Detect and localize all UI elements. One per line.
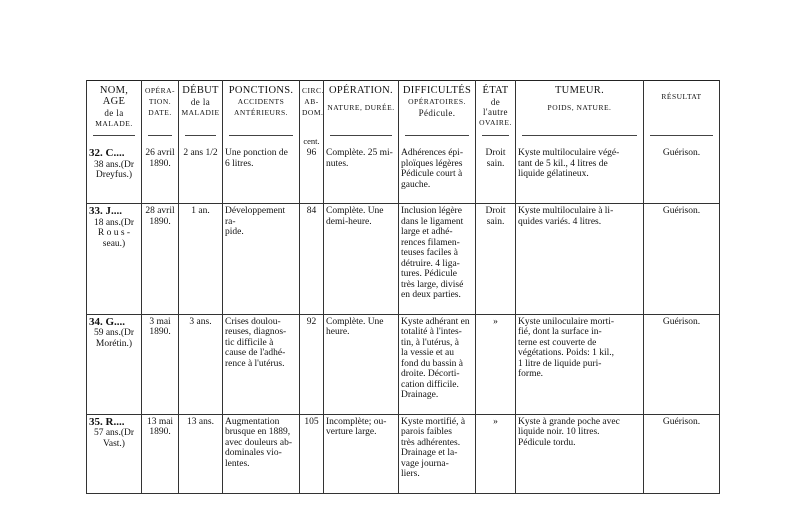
patient-initial: R.... <box>102 415 125 428</box>
cell-tumor <box>516 204 644 304</box>
cell-line: Crises doulou- <box>225 316 281 327</box>
cell-line: la vessie et au <box>401 348 455 358</box>
cell-line: liquide gélatineux. <box>518 169 589 179</box>
cell-circ <box>300 314 324 404</box>
cell-line: 2 ans 1/2 <box>183 148 218 158</box>
cell-line: R o u s - <box>97 228 131 238</box>
cell-line: 1890. <box>149 216 171 227</box>
row-separator <box>87 483 720 494</box>
cell-circ <box>300 204 324 304</box>
cell-onset <box>179 204 223 304</box>
cell-date <box>142 314 179 404</box>
cell-line: 28 avril <box>145 206 175 216</box>
cell-line: brusque en 1889, <box>225 427 291 437</box>
cell-difficulties <box>399 414 476 483</box>
row-separator <box>87 193 720 204</box>
header-rule-row <box>87 135 720 146</box>
row-separator <box>87 304 720 315</box>
cell-line: Kyste mortifié, à <box>401 416 466 427</box>
cell-line: cause de l'adhé- <box>225 348 286 358</box>
cell-line: Adhérences épi- <box>401 148 463 158</box>
cell-line: 13 ans. <box>187 416 214 427</box>
cell-line: Droit <box>485 206 506 216</box>
cell-line: en deux parties. <box>401 290 461 300</box>
cell-line: 1 an. <box>191 206 210 216</box>
header-operation: OPÉRATION. NATURE, DURÉE. <box>324 81 399 136</box>
header-circ: CIRC. AB- DOM. <box>300 81 324 136</box>
cell-line: Développement ra- <box>225 206 286 227</box>
cell-line: 1890. <box>149 158 171 169</box>
cell-state <box>476 204 516 304</box>
cell-line: totalité à l'intes- <box>401 327 462 337</box>
cell-line: teuses faciles à <box>401 248 458 258</box>
cell-line: Complète. 25 mi- <box>326 148 393 158</box>
cell-line: dans le ligament <box>401 216 464 227</box>
cell-line: Pédicule tordu. <box>518 437 576 448</box>
cell-line: très adhérentes. <box>401 437 461 448</box>
case-number: 35. <box>89 415 103 428</box>
cell-punctures <box>223 146 300 193</box>
cell-operation <box>324 414 399 483</box>
cell-line: Incomplète; ou- <box>326 416 387 427</box>
cell-name <box>87 414 142 483</box>
cell-line: Kyste adhérant en <box>401 316 470 327</box>
cell-circ <box>300 414 324 483</box>
cell-line: Kyste à grande poche avec <box>518 416 620 427</box>
cell-operation <box>324 314 399 404</box>
cell-operation <box>324 204 399 304</box>
cell-line: Guérison. <box>662 316 701 327</box>
cell-line: liers. <box>401 469 420 479</box>
cell-result <box>644 204 720 304</box>
case-row <box>87 146 720 193</box>
cell-line: sain. <box>486 158 505 169</box>
cell-line: quides variés. 4 litres. <box>518 216 602 227</box>
cell-line: » <box>493 416 498 427</box>
cell-line: sain. <box>486 216 505 227</box>
cell-line: nutes. <box>326 158 349 169</box>
case-register-table <box>86 80 720 494</box>
cell-line: 84 <box>306 206 317 216</box>
cell-difficulties <box>399 314 476 404</box>
patient-initial: C.... <box>102 147 125 159</box>
header-name: NOM, AGE de la MALADE. <box>87 81 142 136</box>
cell-line: détruire. 4 liga- <box>401 258 460 269</box>
cell-line: reuses, diagnos- <box>225 327 287 337</box>
patient-initial: G.... <box>102 315 126 328</box>
cell-difficulties <box>399 204 476 304</box>
cell-line: 26 avril <box>145 148 175 158</box>
cell-state <box>476 146 516 193</box>
cell-line: dominales vio- <box>225 448 282 458</box>
cell-punctures <box>223 314 300 404</box>
case-row <box>87 314 720 404</box>
header-operation-date: OPÉRA- TION. DATE. <box>142 81 179 136</box>
cell-line: Drainage. <box>401 390 439 400</box>
name-line <box>89 317 139 329</box>
cell-difficulties <box>399 146 476 193</box>
cell-line: droite. Décorti- <box>401 369 460 379</box>
header-tumor: TUMEUR. POIDS, NATURE. <box>516 81 644 136</box>
cell-line: Complète. Une <box>326 206 384 216</box>
header-state: ÉTAT de l'autre OVAIRE. <box>476 81 516 136</box>
cell-line: 96 <box>306 148 317 158</box>
cell-line: rence à l'utérus. <box>225 358 285 369</box>
cell-result <box>644 414 720 483</box>
cell-line: rences filamen- <box>401 237 460 248</box>
cell-line: 38 ans.(Dr <box>93 159 135 170</box>
cell-line: lentes. <box>225 458 250 469</box>
case-body <box>87 146 720 493</box>
cell-line: tic difficile à <box>225 337 274 348</box>
cell-line: végétations. Poids: 1 kil., <box>518 348 615 358</box>
cell-operation <box>324 146 399 193</box>
cell-line: tin, à l'utérus, à <box>401 337 459 348</box>
case-row <box>87 204 720 304</box>
cell-result <box>644 314 720 404</box>
cell-line: » <box>493 316 498 327</box>
cell-date <box>142 414 179 483</box>
cell-line: Morétin.) <box>95 338 133 349</box>
cell-line: 92 <box>306 316 317 327</box>
cell-line: 59 ans.(Dr <box>93 328 135 338</box>
cell-line: heure. <box>326 327 350 337</box>
case-number: 32. <box>89 147 103 159</box>
cell-line: 105 <box>304 416 319 427</box>
cell-line: 18 ans.(Dr <box>93 217 135 228</box>
cell-line: Complète. Une <box>326 316 384 327</box>
cell-onset <box>179 314 223 404</box>
cell-line: Pédicule court à <box>401 169 463 179</box>
cell-line: ploïques légères <box>401 158 463 169</box>
cell-line: liquide noir. 10 litres. <box>518 427 600 437</box>
cell-name <box>87 204 142 304</box>
cell-line: 3 mai <box>149 316 171 327</box>
cell-line: fond du bassin à <box>401 358 464 369</box>
cell-punctures <box>223 414 300 483</box>
cell-tumor <box>516 146 644 193</box>
cell-line: 57 ans.(Dr <box>93 428 135 438</box>
cell-line: 1 litre de liquide puri- <box>518 358 602 369</box>
cell-line: pide. <box>225 227 244 237</box>
cell-line: Augmentation <box>225 416 280 427</box>
cell-punctures <box>223 204 300 304</box>
cell-date <box>142 146 179 193</box>
cell-line: avec douleurs ab- <box>225 437 292 448</box>
cell-line: terne est couverte de <box>518 337 597 348</box>
cell-tumor <box>516 414 644 483</box>
cell-line: 3 ans. <box>189 316 212 327</box>
cell-line: Une ponction de <box>225 148 288 158</box>
cell-onset <box>179 414 223 483</box>
cell-line: Kyste multiloculaire végé- <box>518 148 620 158</box>
cell-line: seau.) <box>102 238 126 249</box>
cell-line: cation difficile. <box>401 379 459 390</box>
cell-line: 1890. <box>149 327 171 337</box>
cell-line: Dreyfus.) <box>95 170 133 180</box>
case-number: 34. <box>89 315 103 328</box>
header-difficulties: DIFFICULTÉS OPÉRATOIRES. Pédicule. <box>399 81 476 136</box>
cell-line: 1890. <box>149 427 171 437</box>
cell-date <box>142 204 179 304</box>
cell-tumor <box>516 314 644 404</box>
cell-name <box>87 146 142 193</box>
cell-name <box>87 314 142 404</box>
circ-unit: cent. <box>303 136 320 146</box>
case-number: 33. <box>89 205 103 217</box>
cell-line: fié, dont la surface in- <box>518 327 602 337</box>
header-row <box>87 81 720 136</box>
cell-line: verture large. <box>326 427 377 437</box>
cell-line: vage journa- <box>401 458 449 469</box>
cell-line: large et adhé- <box>401 227 453 237</box>
cell-circ <box>300 146 324 193</box>
patient-initial: J.... <box>102 205 122 217</box>
cell-onset <box>179 146 223 193</box>
cell-state <box>476 314 516 404</box>
cell-line: tures. Pédicule <box>401 269 457 279</box>
cell-result <box>644 146 720 193</box>
header-punctures: PONCTIONS. ACCIDENTS ANTÉRIEURS. <box>223 81 300 136</box>
cell-line: Guérison. <box>662 148 701 158</box>
cell-line: très large, divisé <box>401 279 464 290</box>
cell-line: Vast.) <box>103 438 125 449</box>
name-line <box>89 417 139 429</box>
cell-line: 6 litres. <box>225 158 254 169</box>
cell-line: forme. <box>518 369 544 379</box>
cell-line: Drainage et la- <box>401 448 458 458</box>
cell-line: Guérison. <box>662 206 701 216</box>
cell-line: Droit <box>485 148 506 158</box>
name-line <box>89 148 139 160</box>
cell-line: Inclusion légère <box>401 206 462 216</box>
header-result: RÉSULTAT <box>644 81 720 136</box>
row-separator <box>87 404 720 415</box>
cell-line: 13 mai <box>146 416 174 427</box>
cell-line: Kyste uniloculaire morti- <box>518 316 615 327</box>
cell-line: gauche. <box>401 179 431 190</box>
cell-line: tant de 5 kil., 4 litres de <box>518 158 608 169</box>
cell-state <box>476 414 516 483</box>
cell-line: Kyste multiloculaire à li- <box>518 206 614 216</box>
cell-line: Guérison. <box>662 416 701 427</box>
header-onset: DÉBUT de la MALADIE <box>179 81 223 136</box>
case-row <box>87 414 720 483</box>
name-line <box>89 206 139 218</box>
cell-line: demi-heure. <box>326 216 372 227</box>
cell-line: parois faibles <box>401 427 452 437</box>
